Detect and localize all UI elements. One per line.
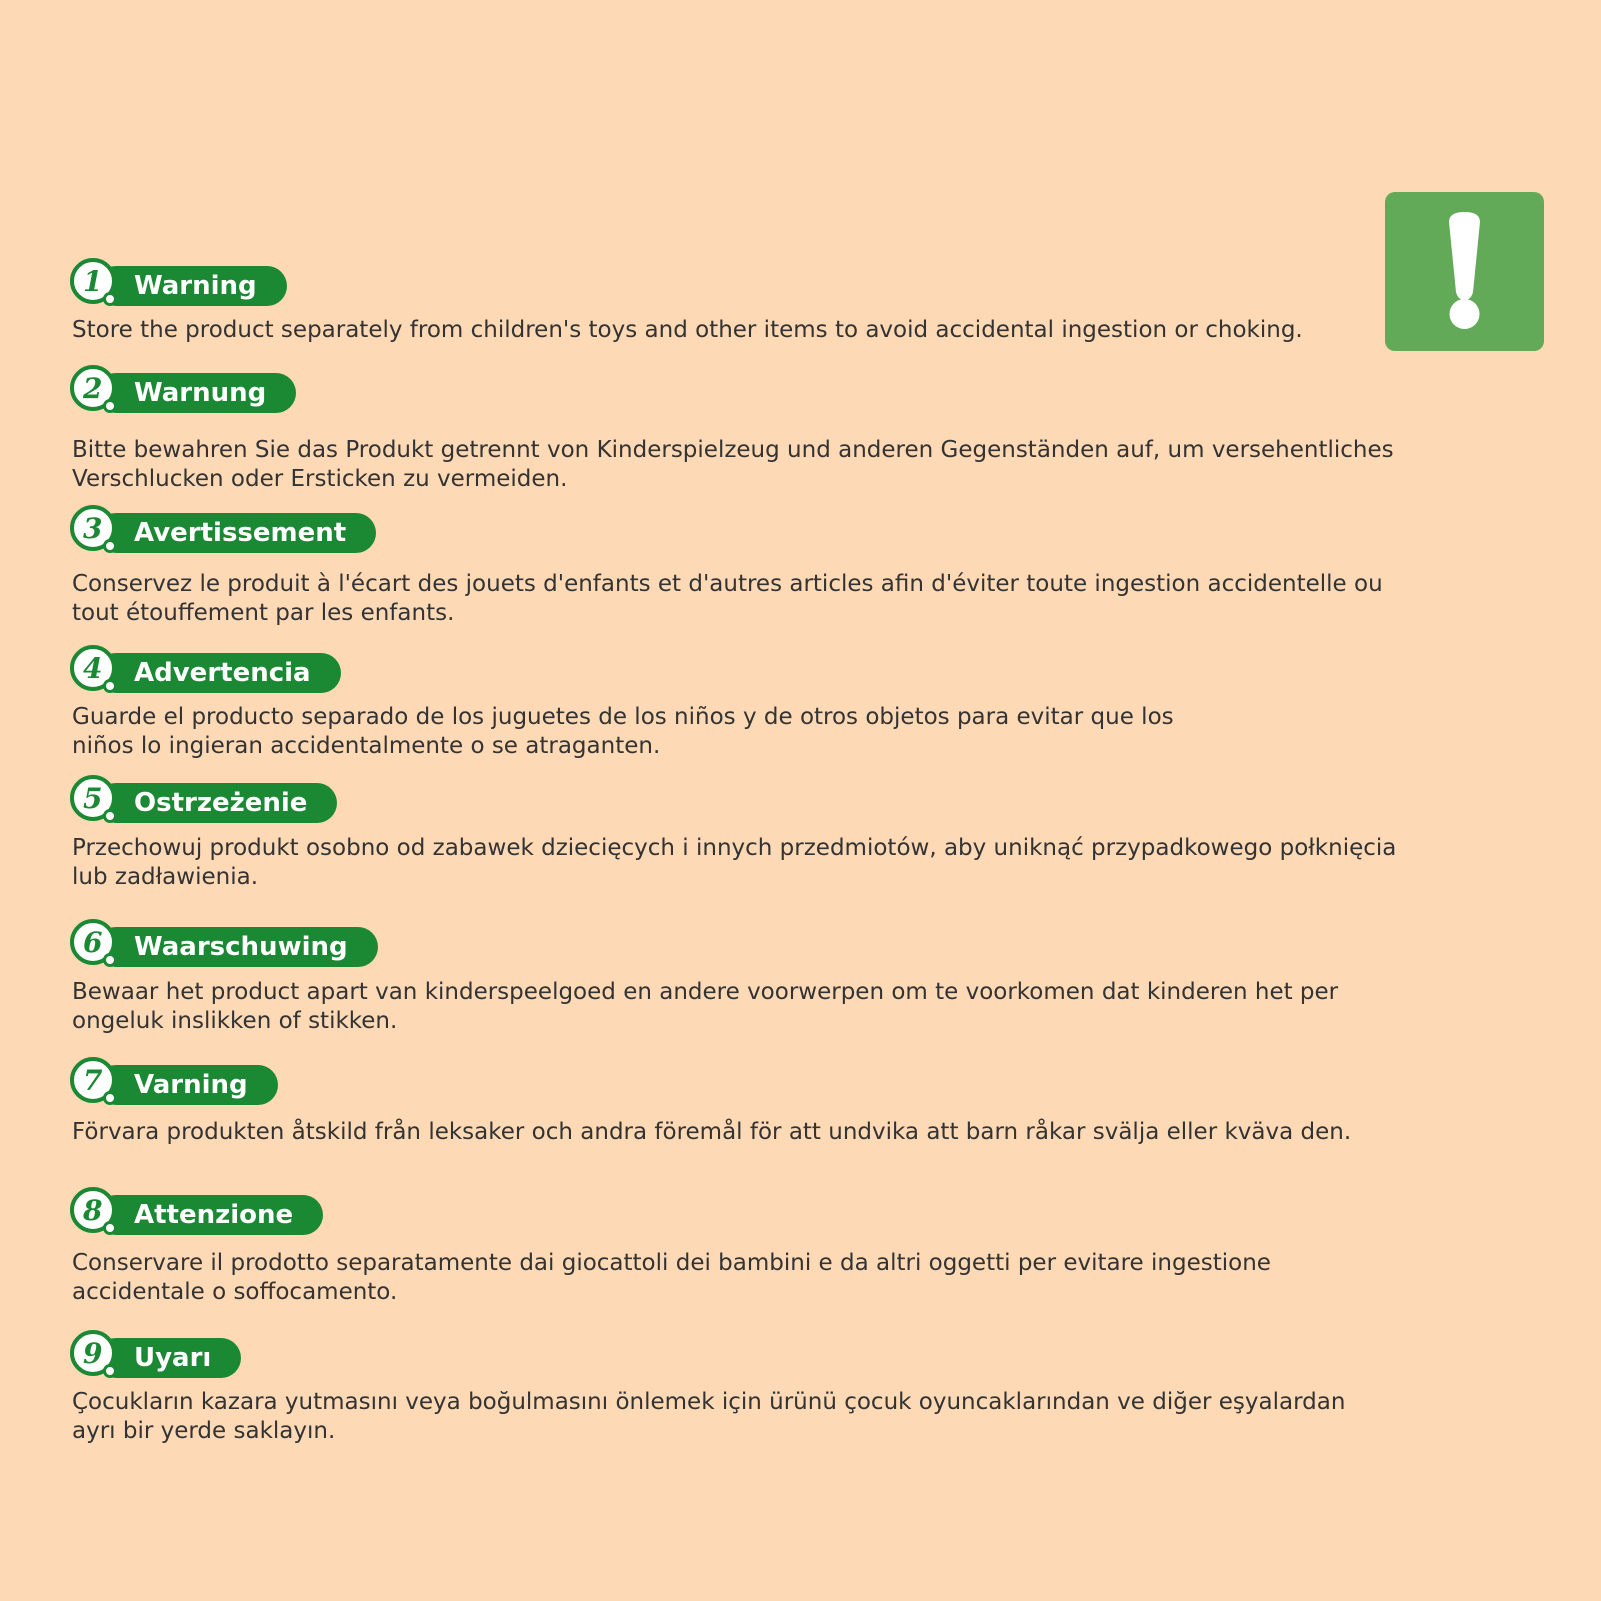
alert-box <box>1385 192 1544 351</box>
warning-section-3 <box>70 505 1383 628</box>
text-line: Bitte bewahren Sie das Produkt getrennt von Kinderspielzeug und anderen Gegenständen auf, um versehentliches <box>72 437 1394 463</box>
section-title-pill: Warning <box>96 266 287 306</box>
text-line: accidentale o soffocamento. <box>72 1279 398 1305</box>
section-header <box>70 365 1394 417</box>
number-badge <box>70 1187 116 1233</box>
section-title-pill: Warnung <box>96 373 296 413</box>
text-line: Guarde el producto separado de los juguetes de los niños y de otros objetos para evitar que los <box>72 704 1174 730</box>
number-badge <box>70 505 116 551</box>
exclamation-icon <box>1385 192 1544 351</box>
warning-section-7 <box>70 1057 1351 1147</box>
badge-dot-icon <box>103 292 117 306</box>
badge-dot-icon <box>103 1091 117 1105</box>
badge-dot-icon <box>103 809 117 823</box>
text-line: lub zadławienia. <box>72 864 258 890</box>
badge-dot-icon <box>103 1221 117 1235</box>
section-title-pill: Waarschuwing <box>96 927 378 967</box>
text-line: ongeluk inslikken of stikken. <box>72 1008 398 1034</box>
section-header <box>70 1330 1345 1382</box>
text-line: niños lo ingieran accidentalmente o se atraganten. <box>72 733 661 759</box>
section-text <box>72 834 1396 892</box>
text-line: Çocukların kazara yutmasını veya boğulmasını önlemek için ürünü çocuk oyuncaklarından ve diğer eşyalardan <box>72 1389 1346 1415</box>
badge-number: 3 <box>83 512 103 545</box>
section-text <box>72 703 1174 761</box>
section-title-pill: Varning <box>96 1065 278 1105</box>
section-header <box>70 775 1396 827</box>
section-header <box>70 258 1303 310</box>
warning-section-1 <box>70 258 1303 345</box>
text-line: Förvara produkten åtskild från leksaker och andra föremål för att undvika att barn råkar svälja eller kväva den. <box>72 1119 1352 1145</box>
warning-section-6 <box>70 919 1338 1036</box>
text-line: Verschlucken oder Ersticken zu vermeiden. <box>72 466 568 492</box>
badge-number: 4 <box>83 652 103 685</box>
section-header <box>70 1057 1351 1109</box>
badge-number: 1 <box>83 265 103 298</box>
text-line: Przechowuj produkt osobno od zabawek dziecięcych i innych przedmiotów, aby uniknąć przypadkowego połknięcia <box>72 835 1397 861</box>
badge-dot-icon <box>103 679 117 693</box>
section-header <box>70 919 1338 971</box>
section-header <box>70 1187 1271 1239</box>
section-text <box>72 570 1383 628</box>
text-line: Conservez le produit à l'écart des jouets d'enfants et d'autres articles afin d'éviter toute ingestion accidentelle ou <box>72 571 1383 597</box>
number-badge <box>70 919 116 965</box>
warning-section-8 <box>70 1187 1271 1307</box>
badge-dot-icon <box>103 399 117 413</box>
badge-number: 8 <box>83 1194 103 1227</box>
number-badge <box>70 258 116 304</box>
text-line: Store the product separately from children's toys and other items to avoid accidental ingestion or choking. <box>72 317 1303 343</box>
number-badge <box>70 775 116 821</box>
badge-number: 5 <box>83 782 103 815</box>
section-title-pill: Advertencia <box>96 653 341 693</box>
section-text <box>72 316 1303 345</box>
section-text <box>72 1118 1351 1147</box>
number-badge <box>70 645 116 691</box>
text-line: ayrı bir yerde saklayın. <box>72 1418 336 1444</box>
warning-section-9 <box>70 1330 1345 1446</box>
section-text <box>72 436 1394 494</box>
warning-section-4 <box>70 645 1174 761</box>
badge-dot-icon <box>103 539 117 553</box>
section-title-pill: Ostrzeżenie <box>96 783 337 823</box>
badge-number: 7 <box>83 1064 103 1097</box>
badge-number: 9 <box>83 1337 103 1370</box>
section-title-pill: Avertissement <box>96 513 376 553</box>
badge-number: 2 <box>83 372 103 405</box>
badge-dot-icon <box>103 953 117 967</box>
section-text <box>72 1249 1271 1307</box>
badge-dot-icon <box>103 1364 117 1378</box>
badge-number: 6 <box>83 926 103 959</box>
warning-section-5 <box>70 775 1396 892</box>
section-text <box>72 978 1338 1036</box>
text-line: Conservare il prodotto separatamente dai giocattoli dei bambini e da altri oggetti per evitare ingestione <box>72 1250 1271 1276</box>
warning-section-2 <box>70 365 1394 494</box>
section-header <box>70 505 1383 557</box>
section-title-pill: Uyarı <box>96 1338 241 1378</box>
section-header <box>70 645 1174 697</box>
section-title-pill: Attenzione <box>96 1195 323 1235</box>
number-badge <box>70 1330 116 1376</box>
number-badge <box>70 365 116 411</box>
section-text <box>72 1388 1345 1446</box>
text-line: Bewaar het product apart van kinderspeelgoed en andere voorwerpen om te voorkomen dat kinderen het per <box>72 979 1339 1005</box>
text-line: tout étouffement par les enfants. <box>72 600 455 626</box>
number-badge <box>70 1057 116 1103</box>
